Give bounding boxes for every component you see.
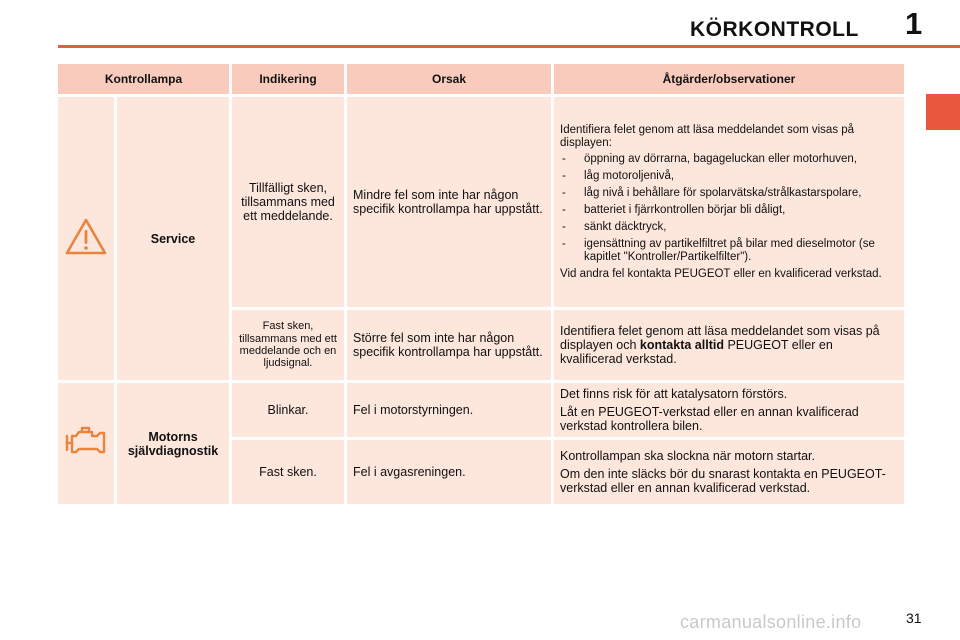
lamp-icon-cell xyxy=(58,383,114,504)
header-cell-lamp: Kontrollampa xyxy=(58,64,229,94)
list-item: - batteriet i fjärrkontrollen börjar bli dåligt, xyxy=(560,204,898,217)
header-cell-cause: Orsak xyxy=(347,64,551,94)
chapter-tab xyxy=(926,94,960,130)
action-text: Låt en PEUGEOT-verkstad eller en annan kvalificerad verkstad kontrollera bilen. xyxy=(560,405,859,433)
table-row xyxy=(58,383,904,437)
lamp-icon-cell xyxy=(58,97,114,380)
warning-lamp-table xyxy=(55,61,907,507)
indication-cell: Fast sken, tillsammans med ett meddelande och en ljudsignal. xyxy=(232,310,344,380)
indication-cell: Tillfälligt sken, tillsammans med ett meddelande. xyxy=(232,97,344,307)
cause-cell: Större fel som inte har någon specifik kontrollampa har uppstått. xyxy=(347,310,551,380)
action-text: Identifiera felet genom att läsa meddelandet som visas på displayen och xyxy=(560,324,880,352)
action-list xyxy=(560,153,898,263)
action-cell xyxy=(554,440,904,504)
action-cell xyxy=(554,310,904,380)
list-item: - sänkt däcktryck, xyxy=(560,221,898,234)
lamp-name: Motorns självdiagnostik xyxy=(117,383,229,504)
cause-cell: Fel i motorstyrningen. xyxy=(347,383,551,437)
page-number: 31 xyxy=(906,610,922,626)
chapter-number: 1 xyxy=(905,6,923,41)
list-item: - igensättning av partikelfiltret på bilar med dieselmotor (se kapitlet "Kontroller/Partikelfilter"). xyxy=(560,238,898,264)
action-intro: Identifiera felet genom att läsa meddelandet som visas på displayen: xyxy=(560,123,855,149)
action-text: PEUGEOT eller en kvalificerad verkstad. xyxy=(560,338,833,366)
indication-cell: Fast sken. xyxy=(232,440,344,504)
action-cell xyxy=(554,383,904,437)
header-cell-indication: Indikering xyxy=(232,64,344,94)
cause-cell: Mindre fel som inte har någon specifik kontrollampa har uppstått. xyxy=(347,97,551,307)
cause-cell: Fel i avgasreningen. xyxy=(347,440,551,504)
header-divider xyxy=(58,45,960,48)
action-cell xyxy=(554,97,904,307)
engine-icon xyxy=(64,424,108,460)
lamp-name: Service xyxy=(117,97,229,380)
indication-cell: Blinkar. xyxy=(232,383,344,437)
action-text: Kontrollampan ska slockna när motorn startar. xyxy=(560,449,815,463)
list-item: - låg motoroljenivå, xyxy=(560,170,898,183)
action-text: Det finns risk för att katalysatorn förstörs. xyxy=(560,387,788,401)
action-text: Om den inte släcks bör du snarast kontakta en PEUGEOT-verkstad eller en annan kvalificerad verkstad. xyxy=(560,467,886,495)
watermark: carmanualsonline.info xyxy=(680,612,862,632)
warning-triangle-icon xyxy=(64,217,108,257)
page-title: KÖRKONTROLL xyxy=(690,18,859,41)
table-header-row xyxy=(58,64,904,94)
action-outro: Vid andra fel kontakta PEUGEOT eller en kvalificerad verkstad. xyxy=(560,267,882,280)
list-item: - öppning av dörrarna, bagageluckan eller motorhuven, xyxy=(560,153,898,166)
list-item: - låg nivå i behållare för spolarvätska/strålkastarspolare, xyxy=(560,187,898,200)
header-cell-actions: Åtgärder/observationer xyxy=(554,64,904,94)
table-row xyxy=(58,97,904,307)
action-emphasis: kontakta alltid xyxy=(639,338,724,352)
